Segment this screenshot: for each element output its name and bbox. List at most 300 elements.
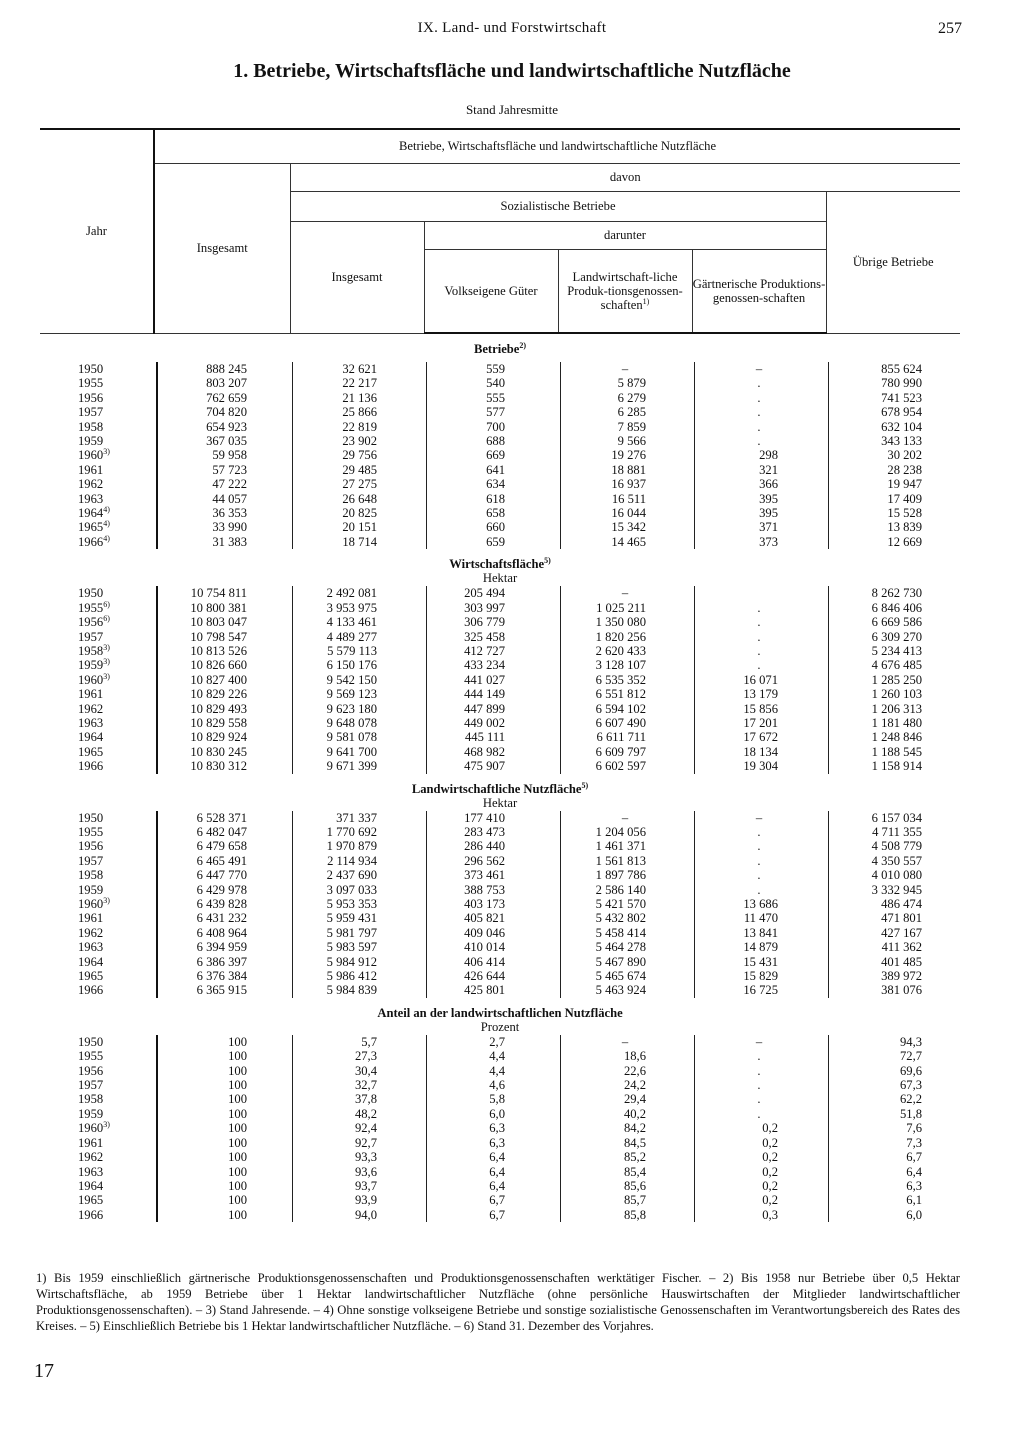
section-unit-row bbox=[40, 571, 960, 586]
cell-volkseigene: 6,3 bbox=[424, 1136, 558, 1150]
cell-lpg: – bbox=[558, 362, 692, 376]
year-value: 1964 bbox=[78, 506, 104, 521]
cell-lpg: 29,4 bbox=[558, 1092, 692, 1106]
cell-volkseigene: 410 014 bbox=[424, 940, 558, 954]
cell-uebrige: 389 972 bbox=[826, 969, 960, 983]
section-title-row bbox=[40, 333, 960, 356]
cell-insgesamt: 6 429 978 bbox=[154, 883, 290, 897]
cell-gpg: 16 725 bbox=[692, 983, 826, 997]
cell-lpg: 6 602 597 bbox=[558, 759, 692, 773]
cell-volkseigene: 2,7 bbox=[424, 1035, 558, 1049]
table-row bbox=[40, 644, 960, 658]
table-row bbox=[40, 434, 960, 448]
year-cell bbox=[40, 811, 154, 825]
cell-volkseigene: 205 494 bbox=[424, 586, 558, 600]
table-row bbox=[40, 1179, 960, 1193]
cell-uebrige: 1 206 313 bbox=[826, 702, 960, 716]
cell-uebrige: 471 801 bbox=[826, 911, 960, 925]
cell-gpg: 373 bbox=[692, 535, 826, 549]
cell-lpg: 1 204 056 bbox=[558, 825, 692, 839]
cell-volkseigene: 441 027 bbox=[424, 673, 558, 687]
section-heading: IX. Land- und Forstwirtschaft bbox=[417, 20, 607, 36]
cell-soz-insgesamt: 93,3 bbox=[290, 1150, 424, 1164]
year-cell bbox=[40, 926, 154, 940]
table-row bbox=[40, 506, 960, 520]
page-subtitle: Stand Jahresmitte bbox=[465, 102, 559, 117]
cell-insgesamt: 10 826 660 bbox=[154, 658, 290, 672]
cell-gpg: 13 686 bbox=[692, 897, 826, 911]
cell-lpg: 85,2 bbox=[558, 1150, 692, 1164]
cell-volkseigene: 6,4 bbox=[424, 1150, 558, 1164]
table-row bbox=[40, 825, 960, 839]
section-title-text: Betriebe bbox=[473, 342, 520, 356]
year-cell bbox=[40, 520, 154, 534]
year-cell bbox=[40, 702, 154, 716]
table-row bbox=[40, 811, 960, 825]
cell-gpg: 371 bbox=[692, 520, 826, 534]
year-cell bbox=[40, 658, 154, 672]
table-row bbox=[40, 716, 960, 730]
cell-lpg: 6 285 bbox=[558, 405, 692, 419]
page-number: 257 bbox=[938, 20, 962, 37]
cell-volkseigene: 406 414 bbox=[424, 955, 558, 969]
cell-gpg: . bbox=[692, 658, 826, 672]
cell-volkseigene: 658 bbox=[424, 506, 558, 520]
cell-uebrige: 28 238 bbox=[826, 463, 960, 477]
cell-soz-insgesamt: 22 217 bbox=[290, 376, 424, 390]
table-row bbox=[40, 868, 960, 882]
cell-gpg: . bbox=[692, 644, 826, 658]
cell-lpg: 6 594 102 bbox=[558, 702, 692, 716]
year-value: 1957 bbox=[78, 629, 104, 644]
cell-uebrige: 72,7 bbox=[826, 1049, 960, 1063]
section-title-row bbox=[40, 998, 960, 1020]
section-title-footnote: 5) bbox=[581, 780, 589, 790]
cell-insgesamt: 100 bbox=[154, 1064, 290, 1078]
page-marker: 17 bbox=[34, 1360, 54, 1382]
year-cell bbox=[40, 687, 154, 701]
year-cell bbox=[40, 586, 154, 600]
year-value: 1960 bbox=[78, 672, 104, 687]
cell-volkseigene: 306 779 bbox=[424, 615, 558, 629]
cell-uebrige: 8 262 730 bbox=[826, 586, 960, 600]
cell-volkseigene: 433 234 bbox=[424, 658, 558, 672]
year-cell bbox=[40, 1150, 154, 1164]
cell-lpg: 5 458 414 bbox=[558, 926, 692, 940]
cell-lpg: 85,4 bbox=[558, 1165, 692, 1179]
year-footnote: 6) bbox=[103, 613, 110, 623]
table-row bbox=[40, 376, 960, 390]
section-title-text: Anteil an der landwirtschaftlichen Nutzfläche bbox=[377, 1005, 623, 1020]
section-title-row bbox=[40, 549, 960, 571]
cell-uebrige: 855 624 bbox=[826, 362, 960, 376]
cell-soz-insgesamt: 1 770 692 bbox=[290, 825, 424, 839]
cell-lpg: 5 463 924 bbox=[558, 983, 692, 997]
year-value: 1966 bbox=[78, 1207, 104, 1222]
table-row bbox=[40, 1150, 960, 1164]
cell-gpg: 366 bbox=[692, 477, 826, 491]
header-jahr: Jahr bbox=[40, 129, 154, 333]
cell-uebrige: 67,3 bbox=[826, 1078, 960, 1092]
cell-insgesamt: 654 923 bbox=[154, 420, 290, 434]
cell-uebrige: 62,2 bbox=[826, 1092, 960, 1106]
cell-soz-insgesamt: 93,7 bbox=[290, 1179, 424, 1193]
cell-lpg: 5 464 278 bbox=[558, 940, 692, 954]
cell-volkseigene: 6,4 bbox=[424, 1179, 558, 1193]
cell-volkseigene: 409 046 bbox=[424, 926, 558, 940]
cell-lpg: 3 128 107 bbox=[558, 658, 692, 672]
cell-uebrige: 401 485 bbox=[826, 955, 960, 969]
cell-soz-insgesamt: 20 825 bbox=[290, 506, 424, 520]
table-row bbox=[40, 448, 960, 462]
cell-soz-insgesamt: 9 542 150 bbox=[290, 673, 424, 687]
footnotes: 1) Bis 1959 einschließlich gärtnerische Produktionsgenossenschaften und Produktionsgenossenschaften werktätiger Fischer. – 2) Bis 1958 nur Betriebe über 0,5 Hektar Wirtschaftsfläche, ab 1959 Betriebe über 1 Hektar landwirtschaftlicher Nutzfläche (ohne persönliche Hauswirtschaften der Mitglieder landwirtschaftlicher Produktionsgenossenschaften). – 3) Stand Jahresende. – 4) Ohne sonstige volkseigene Betriebe und sonstige sozialistische Genossenschaften im Verantwortungsbereich des Rates des Kreises. – 5) Einschließlich Betriebe bis 1 Hektar landwirtschaftlicher Nutzfläche. – 6) Stand 31. Dezember des Vorjahres. bbox=[36, 1271, 960, 1333]
cell-lpg: 6 279 bbox=[558, 391, 692, 405]
cell-insgesamt: 100 bbox=[154, 1193, 290, 1207]
cell-soz-insgesamt: 5 983 597 bbox=[290, 940, 424, 954]
cell-uebrige: 6,1 bbox=[826, 1193, 960, 1207]
cell-lpg: 5 879 bbox=[558, 376, 692, 390]
year-cell bbox=[40, 969, 154, 983]
year-value: 1957 bbox=[78, 405, 104, 420]
cell-soz-insgesamt: 9 581 078 bbox=[290, 730, 424, 744]
cell-lpg: 16 044 bbox=[558, 506, 692, 520]
year-footnote: 4) bbox=[103, 504, 110, 514]
cell-insgesamt: 10 754 811 bbox=[154, 586, 290, 600]
year-value: 1957 bbox=[78, 853, 104, 868]
cell-uebrige: 19 947 bbox=[826, 477, 960, 491]
cell-gpg bbox=[692, 586, 826, 600]
year-value: 1963 bbox=[78, 940, 104, 955]
year-cell bbox=[40, 983, 154, 997]
year-cell bbox=[40, 477, 154, 491]
header-lpg-footnote: 1) bbox=[642, 296, 650, 306]
cell-gpg: 0,2 bbox=[692, 1121, 826, 1135]
year-cell bbox=[40, 492, 154, 506]
table-row bbox=[40, 420, 960, 434]
year-value: 1963 bbox=[78, 1164, 104, 1179]
cell-soz-insgesamt: 22 819 bbox=[290, 420, 424, 434]
cell-uebrige: 6 309 270 bbox=[826, 630, 960, 644]
cell-uebrige: 6,0 bbox=[826, 1208, 960, 1222]
cell-gpg: 15 431 bbox=[692, 955, 826, 969]
year-cell bbox=[40, 448, 154, 462]
year-value: 1960 bbox=[78, 897, 104, 911]
cell-soz-insgesamt: 4 489 277 bbox=[290, 630, 424, 644]
year-cell bbox=[40, 1078, 154, 1092]
cell-gpg: . bbox=[692, 868, 826, 882]
cell-uebrige: 632 104 bbox=[826, 420, 960, 434]
cell-volkseigene: 6,7 bbox=[424, 1193, 558, 1207]
cell-lpg: 5 421 570 bbox=[558, 897, 692, 911]
cell-volkseigene: 449 002 bbox=[424, 716, 558, 730]
year-cell bbox=[40, 1193, 154, 1207]
cell-volkseigene: 283 473 bbox=[424, 825, 558, 839]
cell-uebrige: 6,7 bbox=[826, 1150, 960, 1164]
cell-volkseigene: 660 bbox=[424, 520, 558, 534]
cell-lpg: 22,6 bbox=[558, 1064, 692, 1078]
table-row bbox=[40, 1078, 960, 1092]
cell-uebrige: 30 202 bbox=[826, 448, 960, 462]
section-title-footnote: 5) bbox=[544, 556, 551, 566]
cell-gpg: 11 470 bbox=[692, 911, 826, 925]
year-value: 1962 bbox=[78, 925, 104, 940]
cell-soz-insgesamt: 27 275 bbox=[290, 477, 424, 491]
year-value: 1958 bbox=[78, 419, 104, 434]
year-cell bbox=[40, 673, 154, 687]
year-cell bbox=[40, 420, 154, 434]
table-row bbox=[40, 730, 960, 744]
cell-gpg: 0,2 bbox=[692, 1150, 826, 1164]
header-insgesamt: Insgesamt bbox=[154, 163, 290, 333]
cell-uebrige: 17 409 bbox=[826, 492, 960, 506]
cell-lpg: – bbox=[558, 811, 692, 825]
cell-uebrige: 3 332 945 bbox=[826, 883, 960, 897]
cell-insgesamt: 44 057 bbox=[154, 492, 290, 506]
cell-uebrige: 4 010 080 bbox=[826, 868, 960, 882]
cell-insgesamt: 36 353 bbox=[154, 506, 290, 520]
cell-gpg: . bbox=[692, 420, 826, 434]
year-value: 1966 bbox=[78, 983, 104, 998]
year-value: 1964 bbox=[78, 730, 104, 745]
year-value: 1964 bbox=[78, 954, 104, 969]
cell-lpg: 24,2 bbox=[558, 1078, 692, 1092]
year-value: 1958 bbox=[78, 868, 104, 883]
cell-insgesamt: 100 bbox=[154, 1150, 290, 1164]
year-value: 1962 bbox=[78, 1150, 104, 1165]
year-value: 1956 bbox=[78, 1063, 104, 1078]
cell-soz-insgesamt: 29 756 bbox=[290, 448, 424, 462]
cell-gpg: . bbox=[692, 825, 826, 839]
cell-volkseigene: 540 bbox=[424, 376, 558, 390]
cell-uebrige: 741 523 bbox=[826, 391, 960, 405]
cell-lpg: 1 561 813 bbox=[558, 854, 692, 868]
cell-uebrige: 7,6 bbox=[826, 1121, 960, 1135]
year-cell bbox=[40, 940, 154, 954]
cell-insgesamt: 100 bbox=[154, 1208, 290, 1222]
cell-lpg: 1 820 256 bbox=[558, 630, 692, 644]
cell-insgesamt: 100 bbox=[154, 1165, 290, 1179]
cell-soz-insgesamt: 5 579 113 bbox=[290, 644, 424, 658]
cell-soz-insgesamt: 32,7 bbox=[290, 1078, 424, 1092]
cell-gpg: 395 bbox=[692, 506, 826, 520]
cell-insgesamt: 10 827 400 bbox=[154, 673, 290, 687]
cell-soz-insgesamt: 20 151 bbox=[290, 520, 424, 534]
year-value: 1955 bbox=[78, 600, 104, 615]
cell-insgesamt: 100 bbox=[154, 1121, 290, 1135]
cell-insgesamt: 10 830 245 bbox=[154, 745, 290, 759]
year-cell bbox=[40, 1107, 154, 1121]
cell-volkseigene: 555 bbox=[424, 391, 558, 405]
table-row bbox=[40, 1107, 960, 1121]
year-cell bbox=[40, 1064, 154, 1078]
year-value: 1965 bbox=[78, 520, 104, 535]
cell-insgesamt: 6 479 658 bbox=[154, 839, 290, 853]
year-footnote: 4) bbox=[103, 533, 110, 543]
cell-soz-insgesamt: 2 492 081 bbox=[290, 586, 424, 600]
cell-soz-insgesamt: 371 337 bbox=[290, 811, 424, 825]
cell-gpg: 14 879 bbox=[692, 940, 826, 954]
cell-uebrige: 69,6 bbox=[826, 1064, 960, 1078]
cell-soz-insgesamt: 30,4 bbox=[290, 1064, 424, 1078]
cell-volkseigene: 296 562 bbox=[424, 854, 558, 868]
section-unit-row bbox=[40, 1020, 960, 1035]
cell-insgesamt: 803 207 bbox=[154, 376, 290, 390]
cell-volkseigene: 403 173 bbox=[424, 897, 558, 911]
year-value: 1959 bbox=[78, 434, 104, 449]
cell-insgesamt: 10 803 047 bbox=[154, 615, 290, 629]
cell-lpg: 9 566 bbox=[558, 434, 692, 448]
cell-soz-insgesamt: 32 621 bbox=[290, 362, 424, 376]
year-footnote: 3) bbox=[103, 642, 110, 652]
year-footnote: 3) bbox=[103, 895, 110, 905]
header-gpg: Gärtnerische Produktions-genossen-schaften bbox=[692, 249, 826, 333]
cell-soz-insgesamt: 5,7 bbox=[290, 1035, 424, 1049]
year-cell bbox=[40, 615, 154, 629]
cell-lpg: 84,5 bbox=[558, 1136, 692, 1150]
cell-insgesamt: 10 830 312 bbox=[154, 759, 290, 773]
year-footnote: 3) bbox=[103, 657, 110, 667]
cell-insgesamt: 6 528 371 bbox=[154, 811, 290, 825]
cell-gpg: 15 856 bbox=[692, 702, 826, 716]
cell-gpg: . bbox=[692, 1092, 826, 1106]
year-value: 1965 bbox=[78, 744, 104, 759]
cell-volkseigene: 445 111 bbox=[424, 730, 558, 744]
cell-gpg: . bbox=[692, 615, 826, 629]
year-footnote: 6) bbox=[103, 599, 110, 609]
year-cell bbox=[40, 1049, 154, 1063]
cell-gpg: . bbox=[692, 630, 826, 644]
cell-volkseigene: 700 bbox=[424, 420, 558, 434]
cell-uebrige: 381 076 bbox=[826, 983, 960, 997]
cell-lpg: 1 350 080 bbox=[558, 615, 692, 629]
cell-insgesamt: 100 bbox=[154, 1179, 290, 1193]
cell-volkseigene: 669 bbox=[424, 448, 558, 462]
table-row bbox=[40, 983, 960, 997]
cell-gpg: . bbox=[692, 1078, 826, 1092]
cell-volkseigene: 618 bbox=[424, 492, 558, 506]
year-cell bbox=[40, 854, 154, 868]
cell-volkseigene: 6,0 bbox=[424, 1107, 558, 1121]
cell-uebrige: 780 990 bbox=[826, 376, 960, 390]
table-row bbox=[40, 854, 960, 868]
cell-lpg: 6 551 812 bbox=[558, 687, 692, 701]
cell-lpg: 5 467 890 bbox=[558, 955, 692, 969]
cell-volkseigene: 6,7 bbox=[424, 1208, 558, 1222]
year-value: 1960 bbox=[78, 448, 104, 463]
cell-soz-insgesamt: 27,3 bbox=[290, 1049, 424, 1063]
cell-gpg: 13 841 bbox=[692, 926, 826, 940]
cell-insgesamt: 10 829 493 bbox=[154, 702, 290, 716]
table-row bbox=[40, 759, 960, 773]
cell-volkseigene: 388 753 bbox=[424, 883, 558, 897]
year-footnote: 4) bbox=[103, 519, 110, 529]
table-row bbox=[40, 883, 960, 897]
cell-volkseigene: 688 bbox=[424, 434, 558, 448]
cell-gpg: – bbox=[692, 1035, 826, 1049]
cell-uebrige: 343 133 bbox=[826, 434, 960, 448]
cell-volkseigene: 426 644 bbox=[424, 969, 558, 983]
cell-insgesamt: 6 376 384 bbox=[154, 969, 290, 983]
cell-lpg: – bbox=[558, 586, 692, 600]
cell-soz-insgesamt: 5 984 912 bbox=[290, 955, 424, 969]
cell-uebrige: 51,8 bbox=[826, 1107, 960, 1121]
table-row bbox=[40, 1136, 960, 1150]
year-cell bbox=[40, 868, 154, 882]
cell-lpg: 5 432 802 bbox=[558, 911, 692, 925]
cell-soz-insgesamt: 5 986 412 bbox=[290, 969, 424, 983]
cell-lpg: 19 276 bbox=[558, 448, 692, 462]
year-value: 1961 bbox=[78, 911, 104, 926]
year-value: 1961 bbox=[78, 1135, 104, 1150]
table-row bbox=[40, 405, 960, 419]
cell-uebrige: 678 954 bbox=[826, 405, 960, 419]
cell-uebrige: 94,3 bbox=[826, 1035, 960, 1049]
cell-gpg: . bbox=[692, 854, 826, 868]
cell-uebrige: 1 188 545 bbox=[826, 745, 960, 759]
cell-uebrige: 6,3 bbox=[826, 1179, 960, 1193]
year-cell bbox=[40, 1208, 154, 1222]
year-cell bbox=[40, 1035, 154, 1049]
cell-uebrige: 1 158 914 bbox=[826, 759, 960, 773]
year-cell bbox=[40, 955, 154, 969]
cell-insgesamt: 100 bbox=[154, 1078, 290, 1092]
table-row bbox=[40, 911, 960, 925]
cell-lpg: 1 897 786 bbox=[558, 868, 692, 882]
header-lpg-label: Landwirtschaft-liche Produk-tionsgenossen-schaften bbox=[567, 269, 683, 312]
table-row bbox=[40, 839, 960, 853]
cell-uebrige: 6 669 586 bbox=[826, 615, 960, 629]
table-row bbox=[40, 1165, 960, 1179]
year-value: 1964 bbox=[78, 1178, 104, 1193]
table-row bbox=[40, 615, 960, 629]
cell-volkseigene: 444 149 bbox=[424, 687, 558, 701]
year-cell bbox=[40, 644, 154, 658]
cell-uebrige: 486 474 bbox=[826, 897, 960, 911]
cell-uebrige: 6 846 406 bbox=[826, 601, 960, 615]
section-title-footnote: 2) bbox=[519, 340, 527, 350]
cell-uebrige: 4 676 485 bbox=[826, 658, 960, 672]
header-uebrige-betriebe: Übrige Betriebe bbox=[826, 191, 960, 333]
cell-uebrige: 411 362 bbox=[826, 940, 960, 954]
cell-insgesamt: 47 222 bbox=[154, 477, 290, 491]
year-cell bbox=[40, 1179, 154, 1193]
table-row bbox=[40, 1193, 960, 1207]
cell-soz-insgesamt: 9 671 399 bbox=[290, 759, 424, 773]
cell-gpg: . bbox=[692, 839, 826, 853]
year-cell bbox=[40, 730, 154, 744]
cell-uebrige: 7,3 bbox=[826, 1136, 960, 1150]
cell-gpg: – bbox=[692, 362, 826, 376]
year-cell bbox=[40, 745, 154, 759]
year-value: 1963 bbox=[78, 491, 104, 506]
cell-gpg: 0,2 bbox=[692, 1165, 826, 1179]
year-value: 1965 bbox=[78, 969, 104, 984]
cell-insgesamt: 6 447 770 bbox=[154, 868, 290, 882]
cell-insgesamt: 31 383 bbox=[154, 535, 290, 549]
year-value: 1955 bbox=[78, 824, 104, 839]
cell-insgesamt: 100 bbox=[154, 1049, 290, 1063]
table-row bbox=[40, 1121, 960, 1135]
cell-volkseigene: 286 440 bbox=[424, 839, 558, 853]
cell-uebrige: 1 248 846 bbox=[826, 730, 960, 744]
year-value: 1959 bbox=[78, 882, 104, 897]
cell-volkseigene: 405 821 bbox=[424, 911, 558, 925]
cell-lpg: 85,7 bbox=[558, 1193, 692, 1207]
year-cell bbox=[40, 630, 154, 644]
cell-gpg: . bbox=[692, 434, 826, 448]
cell-volkseigene: 447 899 bbox=[424, 702, 558, 716]
